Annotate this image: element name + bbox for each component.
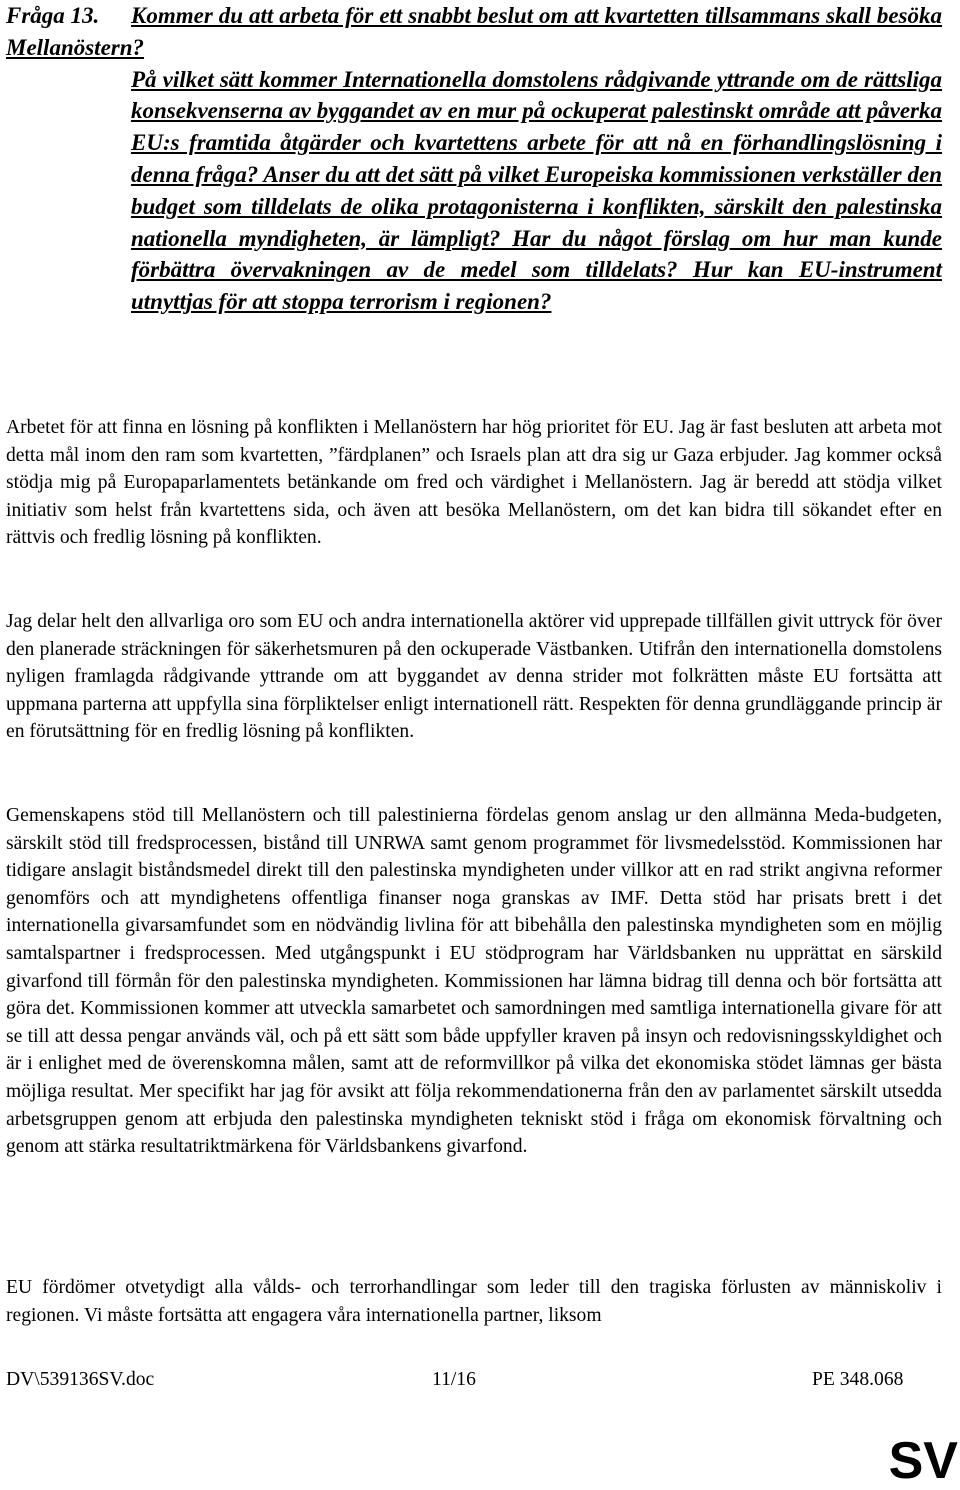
question-label: Fråga 13. xyxy=(6,3,100,28)
question-block xyxy=(6,0,942,318)
answer-paragraph-2: Jag delar helt den allvarliga oro som EU och andra internationella aktörer vid upprepade tillfällen givit uttryck för över den planerade sträckningen för säkerhetsmuren på den ockuperade Västbanken. Utifrån den internationella domstolens nyligen framlagda rådgivande yttrande om att byggandet av denna strider mot folkrätten måste EU fortsätta att uppmana parterna att uppfylla sina förpliktelser enligt internationell rätt. Respekten för denna grundläggande princip är en förutsättning för en fredlig lösning på konflikten. xyxy=(6,611,942,743)
answer-paragraph-1: Arbetet för att finna en lösning på konflikten i Mellanöstern har hög prioritet för EU. Jag är fast besluten att arbeta mot detta mål inom den ram som kvartetten, ”färdplanen” och Israels plan att dra sig ur Gaza erbjuder. Jag kommer också stödja mig på Europaparlamentets betänkande om fred och värdighet i Mellanöstern. Jag är beredd att stödja vilket initiativ som helst från kvartettens sida, och även att besöka Mellanöstern, om det kan bidra till sökandet efter en rättvis och fredlig lösning på konflikten. xyxy=(6,417,942,549)
answer-paragraph-4: EU fördömer otvetydigt alla vålds- och terrorhandlingar som leder till den tragiska förlusten av människoliv i regionen. Vi måste fortsätta att engagera våra internationella partner, liksom xyxy=(6,1277,942,1326)
language-mark: SV xyxy=(888,1432,958,1490)
question-text-rest-wrapper xyxy=(6,64,942,318)
footer-page-number: 11/16 xyxy=(432,1369,476,1390)
footer-pe-ref: PE 348.068 xyxy=(812,1369,904,1390)
question-text-first: Kommer du att arbeta för ett snabbt beslut om att kvartetten tillsammans skall besöka Mellanöstern? xyxy=(6,3,942,60)
footer-doc-ref: DV\539136SV.doc xyxy=(6,1369,155,1390)
answer-paragraph-3: Gemenskapens stöd till Mellanöstern och till palestinierna fördelas genom anslag ur den allmänna Meda-budgeten, särskilt stöd till fredsprocessen, bistånd till UNRWA samt genom programmet för livsmedelsstöd. Kommissionen har tidigare anslagit biståndsmedel direkt till den palestinska myndigheten under villkor att en rad strikt angivna reformer genomförs och att myndighetens offentliga finanser noga granskas av IMF. Detta stöd har prisats brett i det internationella givarsamfundet som en nödvändig livlina för att bibehålla den palestinska myndigheten som en möjlig samtalspartner i fredsprocessen. Med utgångspunkt i EU stödprogram har Världsbanken nu upprättat en särskild givarfond till förmån för den palestinska myndigheten. Kommissionen har lämna bidrag till denna och bör fortsätta att göra det. Kommissionen kommer att utveckla samarbetet och samordningen med samtliga internationella givare för att se till att dessa pengar används väl, och på ett sätt som både uppfyller kraven på insyn och redovisningsskyldighet och är i enlighet med de överenskomna målen, samt att de reformvillkor på vilka det ekonomiska stödet lämnas ger bästa möjliga resultat. Mer specifikt har jag för avsikt att följa rekommendationerna från den av parlamentet särskilt utsedda arbetsgruppen genom att erbjuda den palestinska myndigheten tekniskt stöd i fråga om ekonomisk förvaltning och genom att stärka resultatriktmärkena för Världsbankens givarfond. xyxy=(6,805,942,1158)
question-text-rest: På vilket sätt kommer Internationella domstolens rådgivande yttrande om de rättsliga konsekvenserna av byggandet av en mur på ockuperat palestinskt område att påverka EU:s framtida åtgärder och kvartettens arbete för att nå en förhandlingslösning i denna fråga? Anser du att det sätt på vilket Europeiska kommissionen verkställer den budget som tilldelats de olika protagonisterna i konflikten, särskilt den palestinska nationella myndigheten, är lämpligt? Har du något förslag om hur man kunde förbättra övervakningen av de medel som tilldelats? Hur kan EU-instrument utnyttjas för att stoppa terrorism i regionen? xyxy=(131,66,942,315)
